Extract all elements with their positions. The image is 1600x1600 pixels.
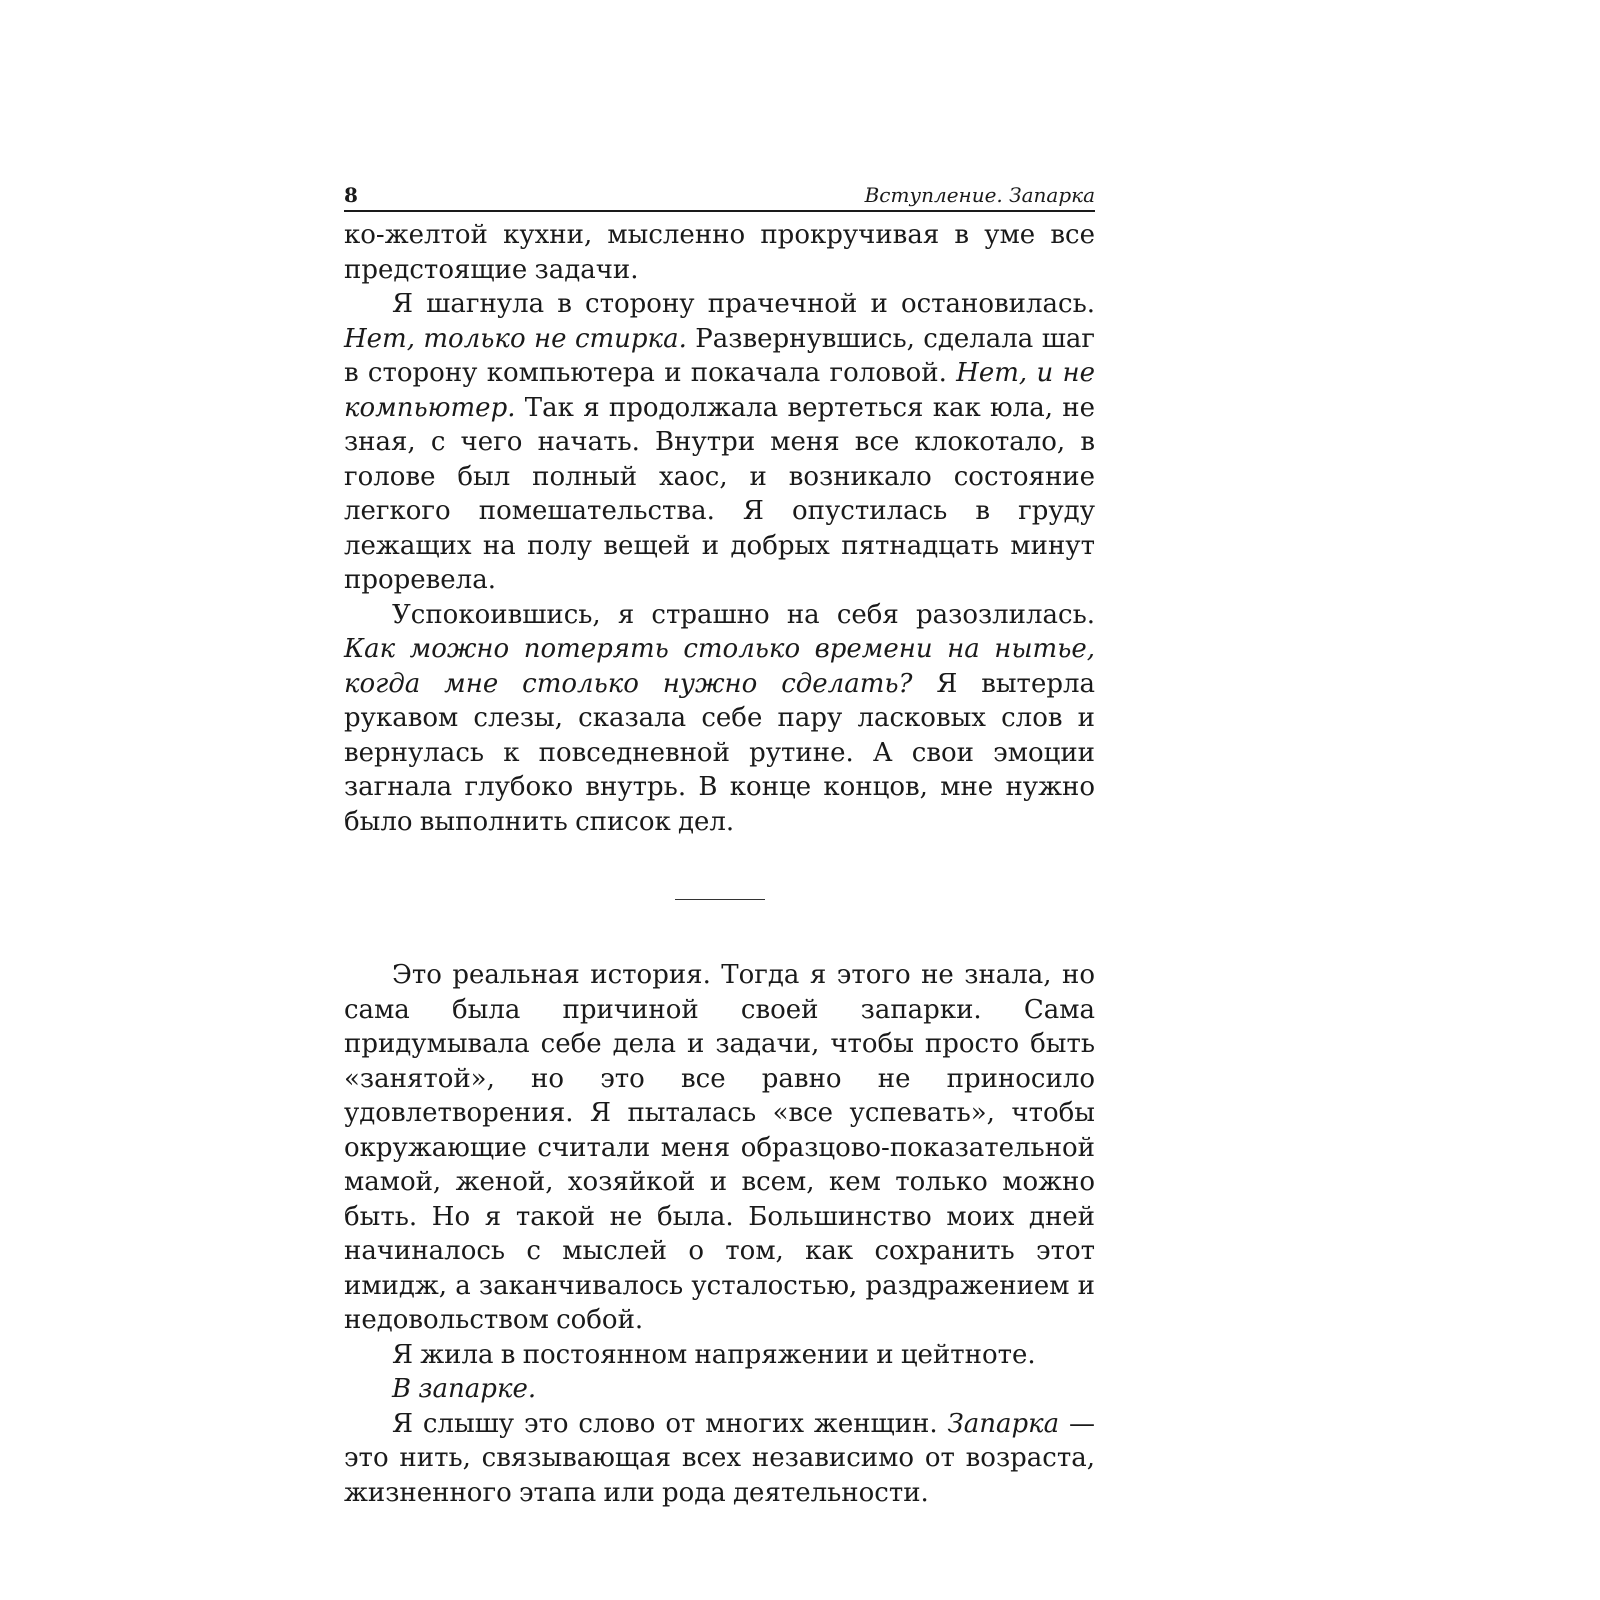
- italic-term: Запарка: [947, 1408, 1060, 1439]
- paragraph-text: Это реальная история. Тогда я этого не знала, но сама была причиной своей запарки. Сама придумывала себе дела и задачи, чтобы просто быть «занятой», но это все равно не приносило удовлетворения. Я пыталась «все успевать», чтобы окружающие считали меня образцово-показательной мамой, женой, хозяйкой и всем, кем только можно быть. Но я такой не была. Большинство моих дней начиналось с мыслей о том, как сохранить этот имидж, а заканчивалось усталостью, раздражением и недовольством собой.: [344, 960, 1095, 1335]
- italic-thought: Нет, только не стирка.: [344, 323, 687, 354]
- paragraph: [344, 218, 1095, 287]
- paragraph-text: Я шагнула в сторону прачечной и остановилась.: [392, 289, 1095, 319]
- book-page: [344, 180, 1095, 1510]
- paragraph-text: Я жила в постоянном напряжении и цейтноте.: [392, 1339, 1036, 1370]
- paragraph-text: Я слышу это слово от многих женщин.: [392, 1408, 948, 1439]
- paragraph-text: — это нить, связывающая всех независимо от возраста, жизненного этапа или рода деятельности.: [344, 1408, 1095, 1508]
- paragraph-text: Успокоившись, я страшно на себя разозлилась.: [392, 599, 1095, 630]
- section-after-break: [344, 958, 1095, 1510]
- italic-thought: Как можно потерять столько времени на нытье, когда мне столько нужно сделать?: [344, 634, 1095, 699]
- paragraph-text: Развернувшись, сделала шаг в сторону компьютера и покачала головой.: [344, 323, 1095, 388]
- section-separator: [675, 899, 765, 900]
- running-head: [344, 180, 1095, 212]
- section-before-break: [344, 218, 1095, 839]
- paragraph-text: ко-желтой кухни, мысленно прокручивая в уме все предстоящие задачи.: [344, 220, 1095, 285]
- paragraph: [344, 1407, 1095, 1511]
- italic-thought: Нет, и не компьютер.: [344, 358, 1095, 423]
- page-number: 8: [344, 183, 358, 207]
- paragraph: [344, 287, 1095, 598]
- paragraph-text: Я вытерла рукавом слезы, сказала себе пару ласковых слов и вернулась к повседневной рутине. А свои эмоции загнала глубоко внутрь. В конце концов, мне нужно было выполнить список дел.: [344, 668, 1095, 837]
- running-title: Вступление. Запарка: [864, 183, 1095, 207]
- paragraph: [344, 1338, 1095, 1373]
- italic-phrase: В запарке.: [392, 1374, 537, 1404]
- paragraph: [344, 1372, 1095, 1407]
- paragraph-text: Так я продолжала вертеться как юла, не зная, с чего начать. Внутри меня все клокотало, в голове был полный хаос, и возникало состояние легкого помешательства. Я опустилась в груду лежащих на полу вещей и добрых пятнадцать минут проревела.: [344, 392, 1095, 595]
- paragraph: [344, 598, 1095, 840]
- paragraph: [344, 958, 1095, 1338]
